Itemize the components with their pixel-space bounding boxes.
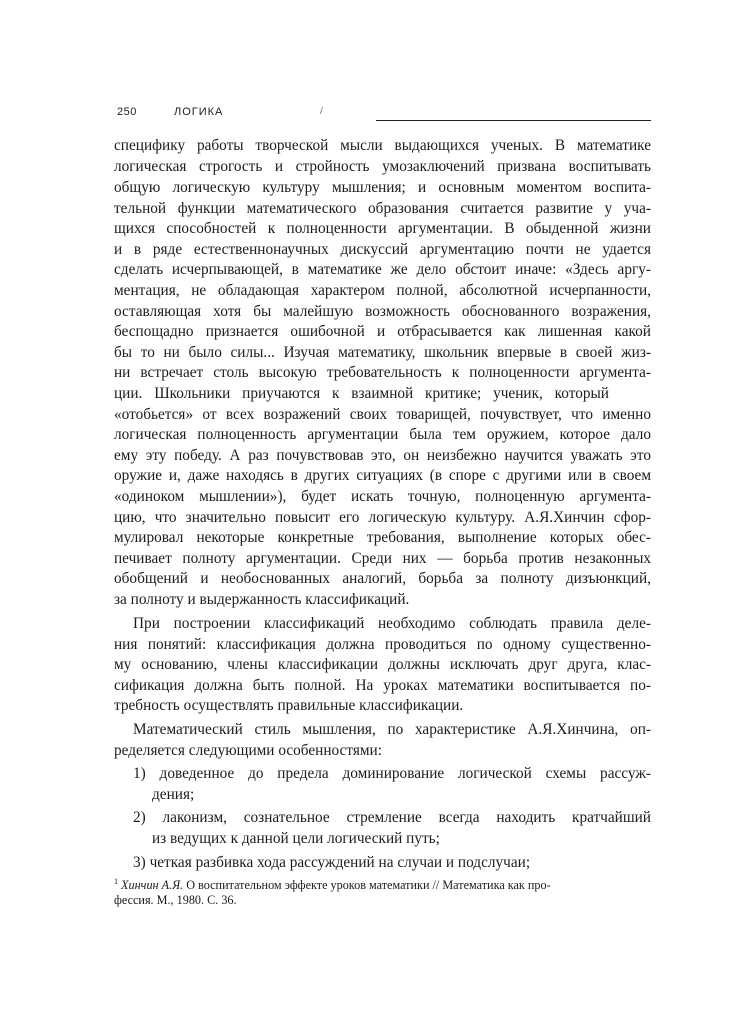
text-line: специфику работы творческой мысли выдающихся ученых. В математике xyxy=(114,137,651,154)
list-item: 2) лаконизм, сознательное стремление всегда находить кратчайший xyxy=(133,809,651,826)
list-item: 3) четкая разбивка хода рассуждений на случаи и подслучаи; xyxy=(133,854,531,871)
text-line: «отобьется» от всех возражений своих товарищей, почувствует, что именно xyxy=(114,406,651,423)
list-item-continuation: из ведущих к данной цели логический путь; xyxy=(152,830,440,847)
footnote xyxy=(114,873,651,909)
list-item: 1) доведенное до предела доминирование логической схемы рассуж- xyxy=(133,765,651,782)
text-line: мулировал некоторые конкретные требования, выполнение которых обес- xyxy=(114,529,651,546)
text-line: щихся способностей к полноценности аргументации. В обыденной жизни xyxy=(114,220,651,237)
text-line: бы то ни было силы... Изучая математику, школьник впервые в своей жиз- xyxy=(114,344,651,361)
text-line: ментация, не обладающая характером полной, абсолютной исчерпанности, xyxy=(114,282,651,299)
text-line: сификация должна быть полной. На уроках математики воспитывается по- xyxy=(114,677,651,694)
text-line: тельной функции математического образования считается развитие у уча- xyxy=(114,200,651,217)
footnote-author: Хинчин А.Я. xyxy=(121,878,184,893)
text-line: беспощадно признается ошибочной и отбрасывается как лишенная какой xyxy=(114,323,651,340)
text-line: ему эту победу. А раз почувствовав это, он неизбежно научится уважать это xyxy=(114,447,651,464)
text-line: логическая строгость и стройность умозаключений призвана воспитывать xyxy=(114,158,651,175)
page-number: 250 xyxy=(117,106,137,118)
text-line: му основанию, члены классификации должны исключать друг друга, клас- xyxy=(114,656,651,673)
text-line: логическая полноценность аргументации была тем оружием, которое дало xyxy=(114,426,651,443)
footnote-line xyxy=(114,873,651,891)
text-line: оружие и, даже находясь в других ситуациях (в споре с другими или в своем xyxy=(114,467,651,484)
header-tick: / xyxy=(320,106,323,117)
text-line: сделать исчерпывающей, в математике же дело обстоит иначе: «Здесь аргу- xyxy=(114,261,651,278)
text-line: При построении классификаций необходимо соблюдать правила деле- xyxy=(133,615,651,632)
text-line: «одиноком мышлении»), будет искать точную, полноценную аргумента- xyxy=(114,488,651,505)
text-line: оставляющая хотя бы малейшую возможность обоснованного возражения, xyxy=(114,303,651,320)
running-title: ЛОГИКА xyxy=(174,106,224,118)
footnote-mark: 1 xyxy=(114,877,118,886)
text-line: общую логическую культуру мышления; и основным моментом воспита- xyxy=(114,179,651,196)
list-item-continuation: дения; xyxy=(152,786,195,803)
text-line: печивает полноту аргументации. Среди них — борьба против незаконных xyxy=(114,550,651,567)
text-line: ределяется следующими особенностями: xyxy=(114,742,382,759)
footnote-text: О воспитательном эффекте уроков математики // Математика как про- xyxy=(186,878,551,893)
header-rule xyxy=(376,120,651,121)
text-line: обобщений и необоснованных аналогий, борьба за полноту дизъюнкций, xyxy=(114,570,651,587)
text-line: за полноту и выдержанность классификаций. xyxy=(114,591,410,608)
text-line: ния понятий: классификация должна проводиться по одному существенно- xyxy=(114,636,651,653)
text-line: и в ряде естественнонаучных дискуссий аргументацию почти не удается xyxy=(114,241,651,258)
running-header xyxy=(114,106,651,122)
text-line: цию, что значительно повысит его логическую культуру. А.Я.Хинчин сфор- xyxy=(114,509,651,526)
text-line: ни встречает столь высокую требовательность к полноценности аргумента- xyxy=(114,364,651,381)
text-line: Математический стиль мышления, по характеристике А.Я.Хинчина, оп- xyxy=(133,721,651,738)
text-line: требность осуществлять правильные классификации. xyxy=(114,697,464,714)
text-line: ции. Школьники приучаются к взаимной критике; ученик, который xyxy=(114,385,609,402)
footnote-line: фессия. М., 1980. С. 36. xyxy=(114,893,237,907)
